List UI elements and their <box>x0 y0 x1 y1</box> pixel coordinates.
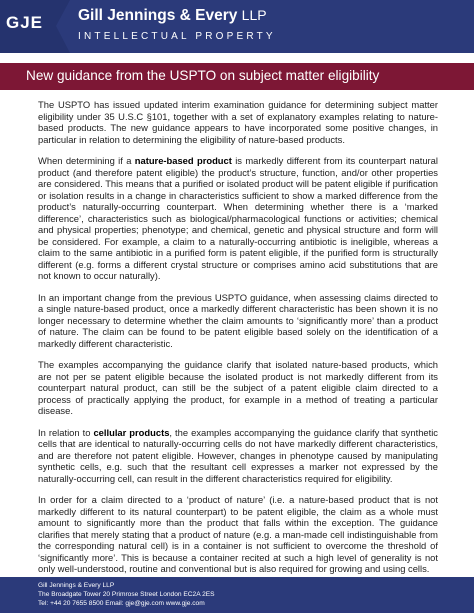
page-title: New guidance from the USPTO on subject matter eligibility <box>26 68 380 83</box>
footer-contact: Tel: +44 20 7655 8500 Email: gje@gje.com www.gje.com <box>38 600 205 607</box>
firm-name-text: Gill Jennings & Every <box>78 7 238 24</box>
emphasis-cellular-products: cellular products <box>93 426 170 438</box>
letterhead <box>0 0 474 53</box>
paragraph-cellular <box>38 427 438 485</box>
paragraph-text: When determining if a <box>38 155 135 166</box>
logo-notch-shape <box>56 0 70 53</box>
emphasis-nature-based-product: nature-based product <box>134 155 232 166</box>
paragraph-intro: The USPTO has issued updated interim examination guidance for determining subject matter eligibility under 35 U.S.C §101, together with a set of explanatory examples relating to nature-based products. The new guidance appears to have incorporated some positive changes, in particular in relation to determining the eligibility of nature-based products. <box>38 99 438 145</box>
logo-text: GJE <box>6 13 44 32</box>
footer-address: The Broadgate Tower 20 Primrose Street London EC2A 2ES <box>38 591 215 598</box>
paragraph-nature-based <box>38 155 438 282</box>
title-banner <box>0 63 474 90</box>
firm-subtitle: INTELLECTUAL PROPERTY <box>78 31 276 42</box>
firm-name <box>78 7 267 25</box>
footer-firm-name: Gill Jennings & Every LLP <box>38 582 115 589</box>
firm-suffix: LLP <box>241 7 267 23</box>
firm-logo <box>0 0 70 53</box>
paragraph-examples: The examples accompanying the guidance clarify that isolated nature-based products, which are not per se patent eligible because the isolated product is not markedly different from its counterpart natural product, can still be the subject of a patent eligible claim directed to a process of practically applying the product, for example in a method of treating a particular disease. <box>38 359 438 416</box>
paragraph-important-change: In an important change from the previous USPTO guidance, when assessing claims directed to a single nature-based product, once a markedly different characteristic has been shown it is no longer necessary to determine whether the claim amounts to ‘significantly more’ than a product of nature. The claim can be found to be patent eligible based solely on the identification of a markedly different characteristic. <box>38 291 438 349</box>
article-body <box>38 99 438 585</box>
paragraph-text: , the examples accompanying the guidance clarify that synthetic cells that are identical to naturally-occurring cells do not have markedly different characteristics, and are therefore not patent eligible. However, changes in phenotype caused by manipulating synthetic cells, e.g. such that the resultant cell expresses a marker not expressed by the naturally-occurring cell, can result in the different characteristics required for eligibility. <box>38 426 438 484</box>
paragraph-text: is markedly different from its counterpart natural product (and therefore patent eligible) the product’s structure, function, and/or other properties are considered. This means that a purified or isolated product will be patent eligible if purification or isolation results in a change in characteristics sufficient to show a marked difference from the product’s naturally-occurring counterpart. When determining whether there is a ‘marked difference’, characteristics such as biological/pharmacological functions or activities; chemical and physical properties; phenotype; and chemical, genetic and physical structure and form will be considered. For example, a claim to a naturally-occurring antibiotic is ineligible, whereas a claim to the same antibiotic in a purified form is patent eligible, if the purified form is structurally different (e.g. forms a different crystal structure or comprises amino acid substitutions that are not known to occur naturally). <box>38 155 438 281</box>
footer <box>0 577 474 613</box>
paragraph-text: In relation to <box>38 426 94 438</box>
paragraph-product-of-nature: In order for a claim directed to a ‘product of nature’ (i.e. a nature-based product that is not markedly different to its natural counterpart) to be patent eligible, the claim as a whole must amount to significantly more than the product that falls within the exception. The guidance clarifies that merely stating that a product of nature (e.g. a man-made cell indistinguishable from the corresponding natural cell) is in a container is not sufficient to overcome the threshold of ‘significantly more’. This is because a container recited at such a high level of generality is not only well-understood, routine and conventional but is also required for growing and using cells. <box>38 494 438 574</box>
